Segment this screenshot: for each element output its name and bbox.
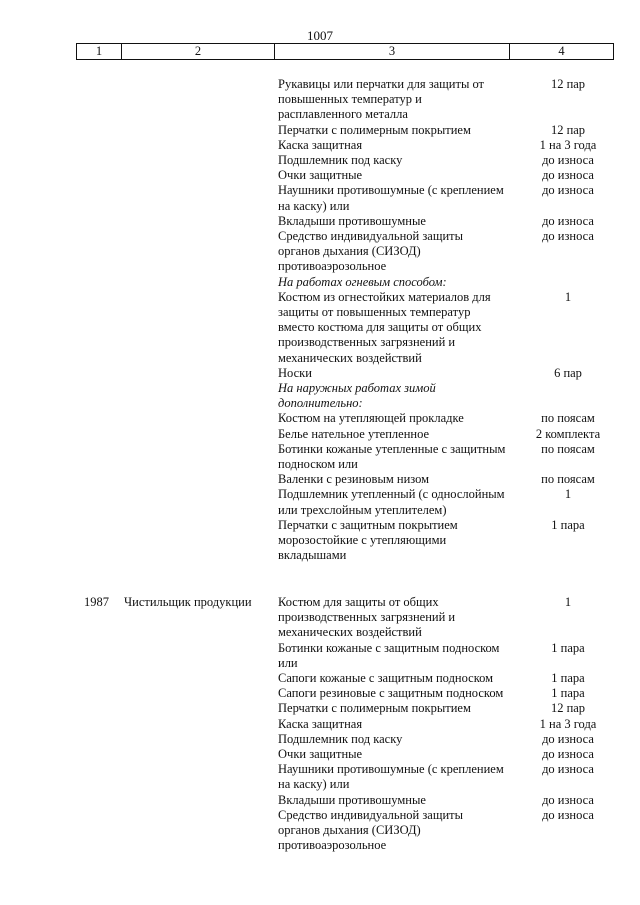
- section-subheading: На работах огневым способом:: [278, 274, 447, 289]
- item-norm: 1 пара: [551, 517, 585, 532]
- entry-items-list: [0, 595, 640, 853]
- item-norm: 12 пар: [550, 122, 586, 137]
- list-item: [0, 183, 640, 213]
- list-item: [0, 595, 640, 641]
- item-norm: до износа: [542, 229, 594, 244]
- item-norm: до износа: [542, 183, 594, 198]
- item-norm: 1 на 3 года: [539, 716, 597, 731]
- item-norm: до износа: [542, 168, 594, 183]
- item-name: Подшлемник утепленный (с однослойным или трехслойным утеплителем): [278, 487, 505, 517]
- item-name: Вкладыши противошумные: [278, 792, 426, 807]
- list-item: [0, 732, 640, 747]
- list-item: [0, 427, 640, 442]
- list-item: [0, 168, 640, 183]
- item-name: Костюм из огнестойких материалов для защиты от повышенных температур вместо костюма для защиты от общих производственных загрязнений и механических воздействий: [278, 289, 491, 365]
- item-norm: 1: [564, 595, 572, 609]
- item-name: Костюм на утепляющей прокладке: [278, 411, 464, 426]
- column-header-1: 1: [77, 44, 122, 59]
- column-header-2: 2: [122, 44, 275, 59]
- list-item: [0, 671, 640, 686]
- item-norm: до износа: [542, 213, 594, 228]
- continuation-list: [0, 77, 640, 564]
- item-norm: 1 пара: [551, 640, 585, 655]
- item-norm: по поясам: [541, 441, 595, 456]
- item-name: Очки защитные: [278, 747, 363, 762]
- item-norm: 1 пара: [551, 671, 585, 686]
- item-name: Носки: [278, 365, 312, 380]
- list-item: [0, 123, 640, 138]
- item-norm: по поясам: [541, 411, 595, 426]
- item-name: Костюм для защиты от общих производственных загрязнений и механических воздействий: [278, 595, 456, 640]
- profession-name: Чистильщик продукции: [124, 595, 252, 609]
- item-name: Очки защитные: [278, 168, 363, 183]
- profession-code: 1987: [84, 595, 109, 609]
- item-norm: 1: [564, 487, 572, 502]
- item-norm: 1 пара: [551, 686, 585, 701]
- list-item: [0, 229, 640, 275]
- list-item: [0, 381, 640, 411]
- list-item: [0, 518, 640, 564]
- column-header-row: [76, 43, 614, 60]
- list-item: [0, 138, 640, 153]
- list-item: [0, 701, 640, 716]
- item-name: Валенки с резиновым низом: [278, 472, 430, 487]
- item-name: Вкладыши противошумные: [278, 213, 426, 228]
- item-norm: до износа: [542, 792, 594, 807]
- item-name: Подшлемник под каску: [278, 731, 403, 746]
- list-item: [0, 290, 640, 366]
- item-name: Каска защитная: [278, 716, 363, 731]
- column-header-3: 3: [275, 44, 510, 59]
- item-name: Ботинки кожаные утепленные с защитным подноском или: [278, 441, 506, 472]
- item-norm: до износа: [542, 153, 594, 168]
- item-name: Перчатки с полимерным покрытием: [278, 122, 471, 137]
- item-name: Каска защитная: [278, 137, 363, 152]
- list-item: [0, 366, 640, 381]
- item-norm: 12 пар: [550, 701, 586, 716]
- item-norm: 6 пар: [554, 365, 582, 380]
- entry-1987: [0, 595, 640, 853]
- item-norm: 1: [564, 289, 572, 304]
- item-name: Ботинки кожаные с защитным подноском или: [278, 640, 500, 670]
- list-item: [0, 214, 640, 229]
- list-item: [0, 793, 640, 808]
- list-item: [0, 717, 640, 732]
- item-norm: 12 пар: [550, 77, 586, 91]
- item-norm: по поясам: [541, 472, 595, 487]
- item-name: Перчатки с полимерным покрытием: [278, 701, 471, 716]
- list-item: [0, 411, 640, 426]
- item-name: Подшлемник под каску: [278, 153, 403, 168]
- list-item: [0, 275, 640, 290]
- item-name: Рукавицы или перчатки для защиты от повышенных температур и расплавленного металла: [278, 77, 485, 122]
- list-item: [0, 472, 640, 487]
- item-norm: до износа: [542, 747, 594, 762]
- list-item: [0, 808, 640, 854]
- item-norm: до износа: [542, 731, 594, 746]
- list-item: [0, 153, 640, 168]
- item-name: Средство индивидуальной защиты органов дыхания (СИЗОД) противоаэрозольное: [278, 229, 464, 274]
- list-item: [0, 641, 640, 671]
- item-name: Сапоги кожаные с защитным подноском: [278, 671, 494, 686]
- list-item: [0, 77, 640, 123]
- item-norm: до износа: [542, 762, 594, 777]
- item-norm: 2 комплекта: [535, 426, 601, 441]
- item-norm: 1 на 3 года: [539, 137, 597, 152]
- item-name: Средство индивидуальной защиты органов дыхания (СИЗОД) противоаэрозольное: [278, 807, 464, 853]
- list-item: [0, 487, 640, 517]
- item-name: Белье нательное утепленное: [278, 426, 430, 441]
- list-item: [0, 747, 640, 762]
- section-subheading: На наружных работах зимой дополнительно:: [278, 381, 436, 411]
- item-name: Сапоги резиновые с защитным подноском: [278, 686, 504, 701]
- item-norm: до износа: [542, 807, 594, 822]
- column-header-4: 4: [558, 44, 565, 58]
- item-name: Наушники противошумные (с креплением на каску) или: [278, 762, 504, 792]
- list-item: [0, 762, 640, 792]
- list-item: [0, 442, 640, 472]
- item-name: Перчатки с защитным покрытием морозостойкие с утепляющими вкладышами: [278, 517, 458, 563]
- item-name: Наушники противошумные (с креплением на каску) или: [278, 183, 504, 213]
- list-item: [0, 686, 640, 701]
- page-number: 1007: [307, 28, 333, 43]
